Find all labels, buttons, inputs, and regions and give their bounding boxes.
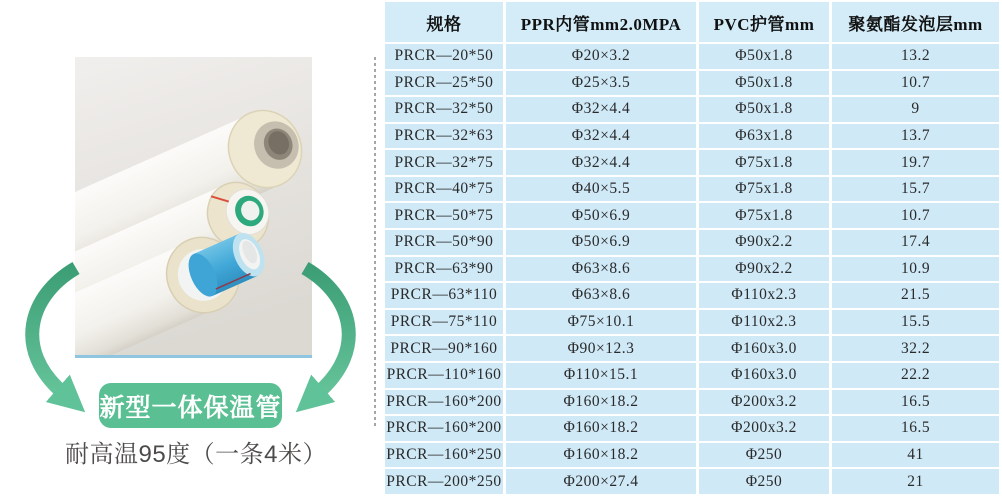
spec-cell: PRCR—32*63	[385, 124, 503, 149]
spec-cell: PRCR—160*250	[385, 443, 503, 468]
spec-cell: Φ90x2.2	[699, 257, 829, 282]
spec-cell: Φ90x2.2	[699, 230, 829, 255]
spec-cell: Φ50x1.8	[699, 97, 829, 122]
spec-cell: Φ90×12.3	[506, 336, 696, 361]
spec-row	[385, 44, 999, 69]
spec-cell: PRCR—40*75	[385, 177, 503, 202]
column-header: PPR内管mm2.0MPA	[506, 2, 696, 42]
spec-cell: Φ75x1.8	[699, 177, 829, 202]
spec-cell: PRCR—25*50	[385, 71, 503, 96]
spec-cell: 17.4	[832, 230, 999, 255]
spec-row	[385, 150, 999, 175]
spec-cell: Φ160×18.2	[506, 416, 696, 441]
spec-row	[385, 363, 999, 388]
spec-cell: 16.5	[832, 390, 999, 415]
spec-cell: Φ63×8.6	[506, 283, 696, 308]
spec-row	[385, 416, 999, 441]
spec-table	[382, 0, 1002, 496]
spec-cell: 41	[832, 443, 999, 468]
spec-cell: 15.7	[832, 177, 999, 202]
spec-cell: Φ32×4.4	[506, 124, 696, 149]
spec-cell: Φ32×4.4	[506, 150, 696, 175]
spec-row	[385, 469, 999, 494]
spec-cell: 10.7	[832, 203, 999, 228]
spec-row	[385, 283, 999, 308]
column-header: PVC护管mm	[699, 2, 829, 42]
spec-cell: 22.2	[832, 363, 999, 388]
spec-cell: Φ50×6.9	[506, 230, 696, 255]
spec-cell: Φ63x1.8	[699, 124, 829, 149]
spec-cell: 16.5	[832, 416, 999, 441]
spec-cell: PRCR—63*90	[385, 257, 503, 282]
spec-cell: PRCR—110*160	[385, 363, 503, 388]
spec-row	[385, 336, 999, 361]
table-header-row	[385, 2, 999, 42]
spec-cell: Φ75×10.1	[506, 310, 696, 335]
spec-cell: PRCR—160*200	[385, 390, 503, 415]
spec-row	[385, 257, 999, 282]
spec-cell: PRCR—75*110	[385, 310, 503, 335]
product-visual-panel	[0, 0, 381, 496]
spec-cell: Φ110×15.1	[506, 363, 696, 388]
spec-cell: Φ160×18.2	[506, 390, 696, 415]
spec-cell: Φ160x3.0	[699, 336, 829, 361]
spec-cell: 10.9	[832, 257, 999, 282]
spec-cell: 13.7	[832, 124, 999, 149]
spec-row	[385, 230, 999, 255]
table-body	[385, 44, 999, 494]
column-header: 规格	[385, 2, 503, 42]
spec-cell: Φ63×8.6	[506, 257, 696, 282]
spec-row	[385, 390, 999, 415]
spec-cell: Φ160x3.0	[699, 363, 829, 388]
spec-cell: 19.7	[832, 150, 999, 175]
spec-cell: Φ200×27.4	[506, 469, 696, 494]
spec-cell: PRCR—200*250	[385, 469, 503, 494]
spec-cell: PRCR—32*75	[385, 150, 503, 175]
spec-cell: Φ110x2.3	[699, 283, 829, 308]
spec-cell: Φ25×3.5	[506, 71, 696, 96]
spec-cell: 13.2	[832, 44, 999, 69]
spec-cell: 21.5	[832, 283, 999, 308]
product-badge	[99, 383, 282, 428]
spec-cell: Φ50x1.8	[699, 44, 829, 69]
spec-cell: Φ250	[699, 469, 829, 494]
spec-cell: Φ20×3.2	[506, 44, 696, 69]
spec-cell: 21	[832, 469, 999, 494]
spec-row	[385, 310, 999, 335]
curved-arrow-right-icon	[305, 268, 349, 392]
spec-cell: 15.5	[832, 310, 999, 335]
spec-cell: Φ110x2.3	[699, 310, 829, 335]
spec-cell: PRCR—32*50	[385, 97, 503, 122]
spec-cell: Φ40×5.5	[506, 177, 696, 202]
curved-arrow-left-icon	[32, 268, 76, 392]
spec-cell: Φ75x1.8	[699, 150, 829, 175]
dashed-divider	[374, 57, 376, 428]
spec-cell: 9	[832, 97, 999, 122]
spec-row	[385, 124, 999, 149]
spec-row	[385, 203, 999, 228]
spec-cell: PRCR—50*90	[385, 230, 503, 255]
spec-cell: 10.7	[832, 71, 999, 96]
spec-cell: PRCR—63*110	[385, 283, 503, 308]
spec-row	[385, 97, 999, 122]
spec-cell: PRCR—90*160	[385, 336, 503, 361]
spec-cell: Φ200x3.2	[699, 390, 829, 415]
spec-row	[385, 177, 999, 202]
spec-cell: PRCR—50*75	[385, 203, 503, 228]
spec-cell: 32.2	[832, 336, 999, 361]
spec-cell: PRCR—160*200	[385, 416, 503, 441]
column-header: 聚氨酯发泡层mm	[832, 2, 999, 42]
spec-row	[385, 443, 999, 468]
spec-cell: Φ32×4.4	[506, 97, 696, 122]
spec-cell: Φ50×6.9	[506, 203, 696, 228]
spec-cell: PRCR—20*50	[385, 44, 503, 69]
spec-cell: Φ160×18.2	[506, 443, 696, 468]
product-caption: 耐高温95度（一条4米）	[64, 441, 328, 468]
spec-cell: Φ250	[699, 443, 829, 468]
spec-cell: Φ200x3.2	[699, 416, 829, 441]
product-badge-label: 新型一体保温管	[99, 393, 282, 422]
spec-cell: Φ75x1.8	[699, 203, 829, 228]
spec-cell: Φ50x1.8	[699, 71, 829, 96]
spec-row	[385, 71, 999, 96]
